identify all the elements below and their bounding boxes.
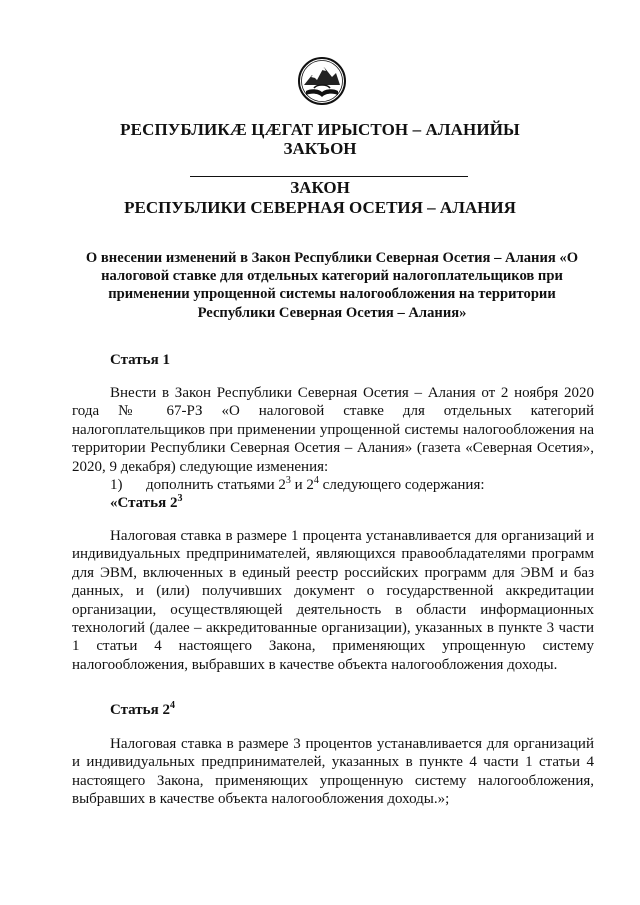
article-1-item: [110, 476, 485, 494]
heading-text: «Статья 2: [110, 495, 178, 511]
item-superscript: 4: [313, 475, 319, 486]
item-number: 1): [110, 477, 123, 493]
header-divider: [190, 176, 468, 177]
heading-superscript: 4: [169, 700, 175, 711]
item-superscript: 3: [285, 475, 291, 486]
article-1-paragraph: Внести в Закон Республики Северная Осетия – Алания от 2 ноября 2020 года № 67-РЗ «О налоговой ставке для отдельных категорий налогоплательщиков при применении упрощенной системы налогообложения на территории Республики Северная Осетия – Алания» (газета «Северная Осетия», 2020, 9 декабря) следующие изменения:: [72, 385, 594, 475]
russian-law-label: ЗАКОН: [290, 178, 350, 197]
ossetian-law-label: ЗАКЪОН: [283, 139, 357, 158]
heading-superscript: 3: [177, 493, 183, 504]
article-1-heading: Статья 1: [110, 352, 170, 368]
article-2-4-heading: [110, 702, 175, 719]
item-text-part: и 2: [290, 477, 314, 493]
russian-republic-name: РЕСПУБЛИКИ СЕВЕРНАЯ ОСЕТИЯ – АЛАНИЯ: [124, 198, 516, 217]
coat-of-arms-icon: [297, 55, 347, 107]
item-text-part: дополнить статьями 2: [146, 477, 286, 493]
item-text-part: следующего содержания:: [318, 477, 485, 493]
article-2-3-paragraph: Налоговая ставка в размере 1 процента устанавливается для организаций и индивидуальных предпринимателей, являющихся правообладателями программ для ЭВМ, включенных в единый реестр российских программ для ЭВМ и баз данных, и (или) получивших документ о государственной аккредитации организации, осуществляющей деятельность в области информационных технологий (далее – аккредитованные организации), указанных в пункте 3 части 1 статьи 4 настоящего Закона, применяющих упрощенную систему налогообложения, выбравших в качестве объекта налогообложения доходы.: [72, 528, 594, 673]
heading-text: Статья 2: [110, 702, 170, 718]
article-2-3-heading: [110, 495, 182, 512]
article-2-4-paragraph: Налоговая ставка в размере 3 процентов устанавливается для организаций и индивидуальных предпринимателей, указанных в пункте 4 части 1 статьи 4 настоящего Закона, применяющих упрощенную систему налогообложения, выбравших в качестве объекта налогообложения доходы.»;: [72, 736, 594, 808]
ossetian-republic-name: РЕСПУБЛИКÆ ЦÆГАТ ИРЫСТОН – АЛАНИЙЫ: [120, 120, 520, 139]
law-title: О внесении изменений в Закон Республики Северная Осетия – Алания «О налоговой ставке для отдельных категорий налогоплательщиков при применении упрощенной системы налогообложения на территории Республики Северная Осетия – Алания»: [85, 250, 579, 321]
